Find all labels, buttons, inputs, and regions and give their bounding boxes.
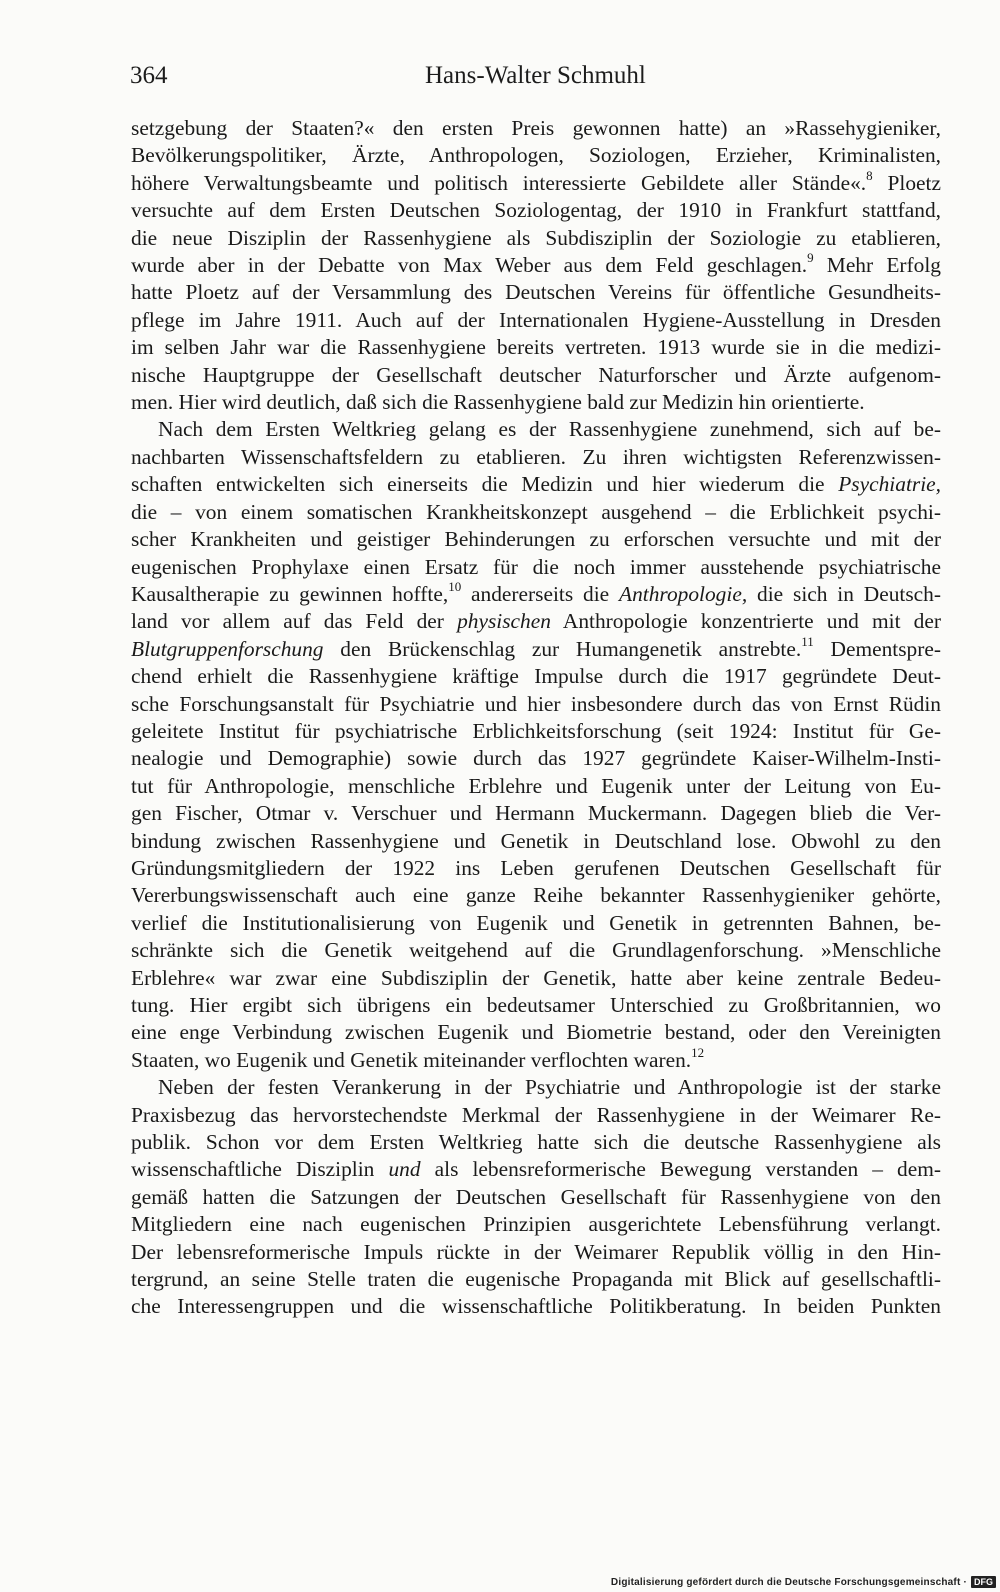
text-line: chend erhielt die Rassenhygiene kräftige Impulse durch die 1917 gegründete Deut- <box>131 664 941 689</box>
footnote-ref: 8 <box>866 167 873 183</box>
text-segment: höhere Verwaltungsbeamte und politisch interessierte Gebildete aller Stände«. <box>131 170 867 195</box>
italic-term: Anthropologie, <box>619 581 748 606</box>
text-line: Praxisbezug das hervorstechendste Merkmal der Rassenhygiene in der Weimarer Re- <box>131 1102 941 1127</box>
text-segment: schaften entwickelten sich einerseits die Medizin und hier wiederum die <box>131 472 839 497</box>
italic-term: physischen <box>457 609 551 634</box>
footnote-ref: 9 <box>807 249 814 265</box>
text-segment: die sich in Deutsch- <box>747 581 941 606</box>
text-segment: Mehr Erfolg <box>813 253 941 278</box>
text-line: men. Hier wird deutlich, daß sich die Rassenhygiene bald zur Medizin hin orientierte. <box>131 390 865 415</box>
text-segment: Staaten, wo Eugenik und Genetik miteinander verflochten waren. <box>131 1047 692 1072</box>
text-segment: Dementspre- <box>813 636 941 661</box>
italic-term: Psychiatrie, <box>838 472 941 497</box>
text-line: Vererbungswissenschaft auch eine ganze Reihe bekannter Rassenhygieniker gehörte, <box>131 883 941 908</box>
dfg-logo: DFG <box>971 1576 996 1588</box>
running-head: Hans-Walter Schmuhl <box>425 62 646 89</box>
text-line: eugenischen Prophylaxe einen Ersatz für die noch immer ausstehende psychiatrische <box>131 554 941 579</box>
footnote-ref: 10 <box>448 578 462 594</box>
text-segment: als lebensreformerische Bewegung verstanden – dem- <box>420 1157 942 1182</box>
italic-term: und <box>388 1157 421 1182</box>
text-line: eine enge Verbindung zwischen Eugenik und Biometrie bestand, oder den Vereinigten <box>131 1020 941 1045</box>
text-line <box>131 578 941 608</box>
text-line: nachbarten Wissenschaftsfeldern zu etablieren. Zu ihren wichtigsten Referenzwissen- <box>131 444 941 469</box>
text-line: Nach dem Ersten Weltkrieg gelang es der Rassenhygiene zunehmend, sich auf be- <box>158 417 941 442</box>
text-segment: wissenschaftliche Disziplin <box>131 1157 389 1182</box>
text-line: scher Krankheiten und geistiger Behinderungen zu erforschen versuchte und mit der <box>131 527 941 552</box>
text-segment: Anthropologie konzentrierte und mit der <box>550 609 941 634</box>
footnote-ref: 11 <box>801 633 814 649</box>
text-segment: Kausaltherapie zu gewinnen hoffte, <box>131 581 449 606</box>
page-number: 364 <box>130 62 168 89</box>
text-line: bindung zwischen Rassenhygiene und Genetik in Deutschland lose. Obwohl zu den <box>131 828 941 853</box>
text-line: tung. Hier ergibt sich übrigens ein bedeutsamer Unterschied zu Großbritannien, wo <box>131 993 941 1017</box>
text-line: gen Fischer, Otmar v. Verschuer und Hermann Muckermann. Dagegen blieb die Ver- <box>131 801 941 826</box>
text-line: che Interessengruppen und die wissenschaftliche Politikberatung. In beiden Punkten <box>131 1294 941 1319</box>
text-line: Der lebensreformerische Impuls rückte in der Weimarer Republik völlig in den Hin- <box>131 1239 941 1264</box>
text-line <box>131 633 941 663</box>
italic-term: Blutgruppenforschung <box>131 636 324 661</box>
text-line: Bevölkerungspolitiker, Ärzte, Anthropologen, Soziologen, Erzieher, Kriminalisten, <box>131 143 941 168</box>
text-line <box>131 249 941 279</box>
text-line: Erblehre« war zwar eine Subdisziplin der Genetik, hatte aber keine zentrale Bedeu- <box>131 965 941 990</box>
text-line <box>131 167 941 197</box>
text-line <box>131 608 941 635</box>
text-line: hatte Ploetz auf der Versammlung des Deutschen Vereins für öffentliche Gesundheits- <box>131 280 941 305</box>
text-line: nische Hauptgruppe der Gesellschaft deutscher Naturforscher und Ärzte aufgenom- <box>131 362 941 387</box>
body-text <box>131 115 941 1321</box>
text-line: gemäß hatten die Satzungen der Deutschen Gesellschaft für Rassenhygiene von den <box>131 1184 941 1209</box>
credit-text: Digitalisierung gefördert durch die Deutsche Forschungsgemeinschaft · <box>610 1576 967 1588</box>
digitization-credit <box>611 1576 996 1588</box>
text-line <box>131 1156 941 1183</box>
text-line: Mitgliedern eine nach eugenischen Prinzipien ausgerichtete Lebensführung verlangt. <box>131 1212 941 1237</box>
footnote-ref: 12 <box>691 1044 705 1060</box>
text-line: versuchte auf dem Ersten Deutschen Soziologentag, der 1910 in Frankfurt stattfand, <box>131 198 941 223</box>
text-line: im selben Jahr war die Rassenhygiene bereits vertreten. 1913 wurde sie in die medizi- <box>131 335 941 360</box>
text-line: Neben der festen Verankerung in der Psychiatrie und Anthropologie ist der starke <box>158 1075 941 1100</box>
text-line: setzgebung der Staaten?« den ersten Preis gewonnen hatte) an »Rassehygieniker, <box>131 116 941 140</box>
text-line: schränkte sich die Genetik weitgehend auf die Grundlagenforschung. »Menschliche <box>131 938 941 963</box>
text-segment: land vor allem auf das Feld der <box>131 609 458 634</box>
text-line: verlief die Institutionalisierung von Eugenik und Genetik in getrennten Bahnen, be- <box>131 910 941 935</box>
text-line: pflege im Jahre 1911. Auch auf der Internationalen Hygiene-Ausstellung in Dresden <box>131 307 941 332</box>
text-line: nealogie und Demographie) sowie durch das 1927 gegründete Kaiser-Wilhelm-Insti- <box>131 746 941 771</box>
text-segment: andererseits die <box>461 581 620 606</box>
text-line: die neue Disziplin der Rassenhygiene als Subdisziplin der Soziologie zu etablieren, <box>131 225 941 250</box>
text-line: geleitete Institut für psychiatrische Erblichkeitsforschung (seit 1924: Institut für Ge- <box>131 718 941 743</box>
text-line: Gründungsmitgliedern der 1922 ins Leben gerufenen Deutschen Gesellschaft für <box>131 855 941 880</box>
text-line: die – von einem somatischen Krankheitskonzept ausgehend – die Erblichkeit psychi- <box>131 499 941 524</box>
text-line: sche Forschungsanstalt für Psychiatrie und hier insbesondere durch das von Ernst Rüdin <box>131 691 941 716</box>
text-line <box>131 471 941 498</box>
text-segment: den Brückenschlag zur Humangenetik anstrebte. <box>323 636 802 661</box>
text-segment: wurde aber in der Debatte von Max Weber aus dem Feld geschlagen. <box>131 253 808 278</box>
text-segment: Ploetz <box>872 170 941 195</box>
text-line: tergrund, an seine Stelle traten die eugenische Propaganda mit Blick auf gesellschaftli- <box>131 1267 941 1292</box>
text-line <box>131 1044 941 1074</box>
text-line: tut für Anthropologie, menschliche Erblehre und Eugenik unter der Leitung von Eu- <box>131 773 941 798</box>
text-line: publik. Schon vor dem Ersten Weltkrieg hatte sich die deutsche Rassenhygiene als <box>131 1130 941 1155</box>
